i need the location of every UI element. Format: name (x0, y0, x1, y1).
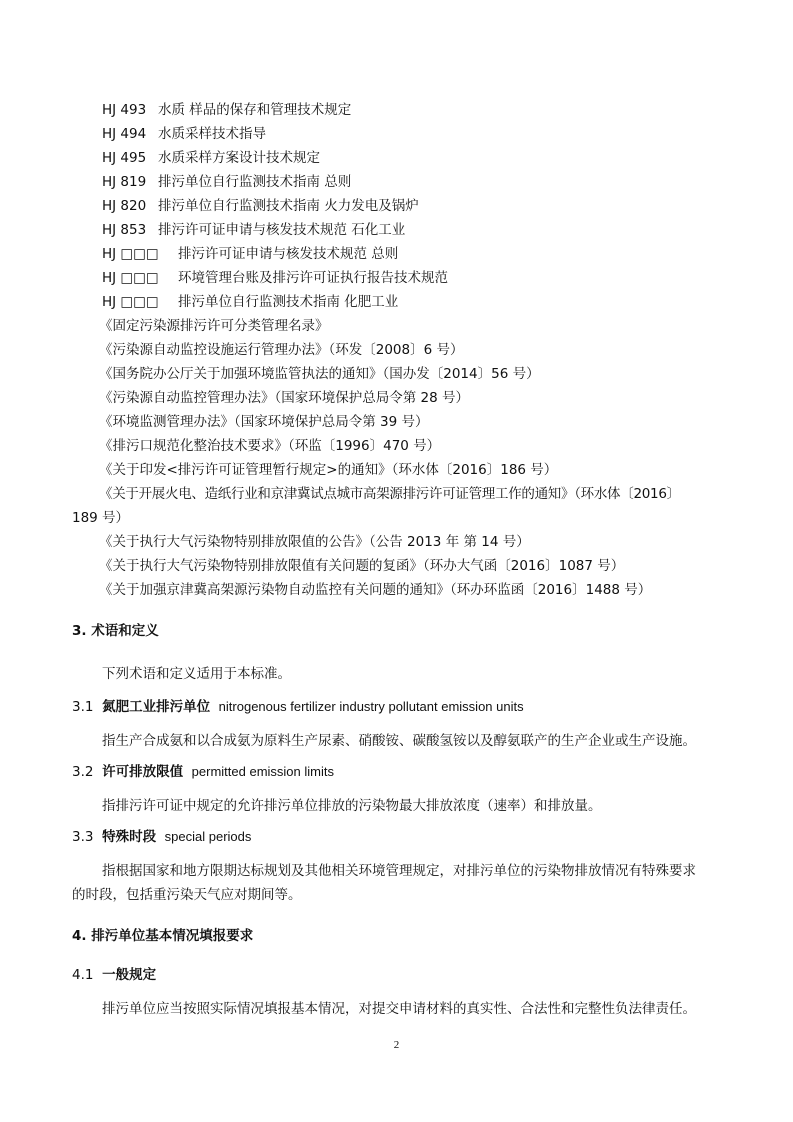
ref-doc-2: 《污染源自动监控设施运行管理办法》（环发〔2008〕6 号） (99, 342, 464, 358)
term-3-2: 3.2 许可排放限值 permitted emission limits (72, 764, 334, 780)
ref-doc-8: 《关于开展火电、造纸行业和京津冀试点城市高架源排污许可证管理工作的通知》（环水体〔2016〕 (99, 486, 680, 502)
section-3-intro: 下列术语和定义适用于本标准。 (102, 666, 291, 682)
ref-hj-819: HJ 819 排污单位自行监测技术指南 总则 (102, 174, 352, 190)
ref-hj-495: HJ 495 水质采样方案设计技术规定 (102, 150, 320, 166)
ref-hj-494: HJ 494 水质采样技术指导 (102, 126, 266, 142)
ref-hj-pending-2: HJ □□□ 环境管理台账及排污许可证执行报告技术规范 (102, 270, 448, 286)
ref-hj-493: HJ 493 水质 样品的保存和管理技术规定 (102, 102, 352, 118)
term-3-1: 3.1 氮肥工业排污单位 nitrogenous fertilizer industry pollutant emission units (72, 699, 524, 715)
page-number: 2 (393, 1039, 400, 1051)
ref-doc-11: 《关于加强京津冀高架源污染物自动监控有关问题的通知》（环办环监函〔2016〕1488 号） (99, 582, 652, 598)
term-3-3-definition: 指根据国家和地方限期达标规划及其他相关环境管理规定，对排污单位的污染物排放情况有特殊要求 (102, 863, 696, 879)
ref-doc-1: 《固定污染源排污许可分类管理名录》 (99, 318, 329, 334)
ref-hj-820: HJ 820 排污单位自行监测技术指南 火力发电及锅炉 (102, 198, 419, 214)
ref-doc-7: 《关于印发<排污许可证管理暂行规定>的通知》（环水体〔2016〕186 号） (99, 462, 558, 478)
ref-doc-10: 《关于执行大气污染物特别排放限值有关问题的复函》（环办大气函〔2016〕1087 号） (99, 558, 625, 574)
term-3-2-definition: 指排污许可证中规定的允许排污单位排放的污染物最大排放浓度（速率）和排放量。 (102, 798, 602, 814)
ref-doc-6: 《排污口规范化整治技术要求》（环监〔1996〕470 号） (99, 438, 441, 454)
ref-doc-4: 《污染源自动监控管理办法》（国家环境保护总局令第 28 号） (99, 390, 470, 406)
subsection-4-1-heading: 4.1 一般规定 (72, 967, 157, 983)
term-3-1-definition: 指生产合成氨和以合成氨为原料生产尿素、硝酸铵、碳酸氢铵以及醇氨联产的生产企业或生产设施。 (102, 733, 696, 749)
subsection-4-1-text: 排污单位应当按照实际情况填报基本情况，对提交申请材料的真实性、合法性和完整性负法律责任。 (102, 1001, 696, 1017)
ref-hj-pending-3: HJ □□□ 排污单位自行监测技术指南 化肥工业 (102, 294, 399, 310)
ref-hj-pending-1: HJ □□□ 排污许可证申请与核发技术规范 总则 (102, 246, 399, 262)
ref-hj-853: HJ 853 排污许可证申请与核发技术规范 石化工业 (102, 222, 406, 238)
section-3-heading: 3. 术语和定义 (72, 623, 159, 639)
ref-doc-3: 《国务院办公厅关于加强环境监管执法的通知》（国办发〔2014〕56 号） (99, 366, 540, 382)
term-3-3: 3.3 特殊时段 special periods (72, 829, 252, 845)
term-3-3-definition-cont: 的时段，包括重污染天气应对期间等。 (72, 887, 302, 903)
section-4-heading: 4. 排污单位基本情况填报要求 (72, 928, 254, 944)
ref-doc-9: 《关于执行大气污染物特别排放限值的公告》（公告 2013 年 第 14 号） (99, 534, 530, 550)
ref-doc-8-cont: 189 号） (72, 510, 130, 526)
ref-doc-5: 《环境监测管理办法》（国家环境保护总局令第 39 号） (99, 414, 429, 430)
